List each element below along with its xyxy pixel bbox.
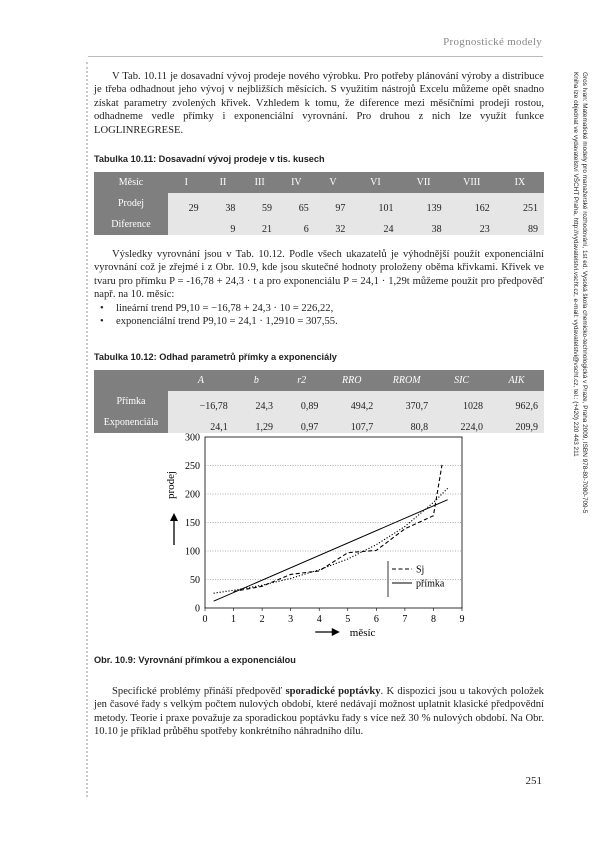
x-tick-label: 8: [430, 614, 436, 625]
table-cell: 97: [315, 193, 352, 214]
paragraph-3-rest: . K dispozici jsou u takových položek jen časové řady s velkým počtem nulových období, které nedávají možnost uplatnit klasické předpovědní metody. Teorie i praxe považuje za sporadickou poptávku řady s více než 30 % nulových období. Na Obr. 10.10 je příklad průběhu spotřeby konkrétního náhradního dílu.: [94, 686, 544, 738]
running-header: Prognostické modely: [443, 36, 542, 48]
table-cell: 107,7: [324, 412, 379, 433]
paragraph-2: [94, 248, 544, 328]
y-axis-label: prodej: [165, 470, 177, 500]
table-cell: 139: [400, 193, 448, 214]
table-cell: 0,97: [279, 412, 324, 433]
table-cell: 24: [351, 214, 399, 235]
y-tick-label: 200: [185, 489, 200, 501]
figure-caption: Obr. 10.9: Vyrovnání přímkou a exponenciálou: [94, 655, 296, 665]
y-tick-label: 50: [190, 575, 200, 586]
table-cell: 251: [496, 193, 544, 214]
term-sporadic-demand: sporadické poptávky: [285, 686, 381, 697]
header-rule: [88, 56, 543, 57]
table-cell: 38: [400, 214, 448, 235]
table-row: [94, 193, 544, 214]
table-2-header-cell: SIC: [434, 370, 489, 391]
table-1-header-cell: V: [315, 172, 352, 193]
table-cell: 59: [241, 193, 278, 214]
legend-label: Sj: [416, 564, 425, 576]
list-item: • exponenciální trend P9,10 = 24,1 · 1,2910 = 307,55.: [94, 315, 544, 328]
table-1-header-cell: IV: [278, 172, 315, 193]
table-cell: [168, 214, 205, 235]
y-tick-label: 100: [185, 546, 200, 558]
table-1-header-cell: III: [241, 172, 278, 193]
table-1-row-label: Prodej: [94, 193, 168, 214]
table-1-header-row: [94, 172, 544, 193]
y-tick-label: 250: [185, 461, 200, 472]
table-cell: 162: [448, 193, 496, 214]
table-1-header-cell: II: [205, 172, 242, 193]
table-cell: 962,6: [489, 391, 544, 412]
paragraph-1-text: V Tab. 10.11 je dosavadní vývoj prodeje nového výrobku. Pro potřeby plánování výroby a distribuce je třeba odhadnout jeho vývoj v nejbližších měsících. S využitím nástrojů Excelu můžeme opět snadno získat parametry zvolených křivek. Vzhledem k tomu, že diference mezi měsíčními prodeji rostou, odhadneme vedle přímky i exponenciální vyrovnání. Pro druhou z nich lze využít funkce LOGLINREGRESE.: [94, 71, 544, 136]
x-tick-label: 9: [459, 614, 465, 625]
series-line-přímka: [214, 500, 448, 602]
table-2-header-cell: [94, 370, 168, 391]
paragraph-2-text: Výsledky vyrovnání jsou v Tab. 10.12. Podle všech ukazatelů je výhodnější použít exponenciální vyrovnání což je zřejmé i z Obr. 10.9, kde jsou skutečné hodnoty proloženy oběma křivkami. Křivek ve tvaru pro přímku P = -16,78 + 24,3 · t a pro exponenciálu P = 24,1 · 1,29t můžeme použít pro předpověď např. na 10. měsíc:: [94, 249, 544, 301]
table-cell: 224,0: [434, 412, 489, 433]
paragraph-1: [94, 70, 544, 137]
x-axis-arrowhead: [332, 628, 340, 636]
table-cell: 370,7: [379, 391, 434, 412]
table-cell: 21: [241, 214, 278, 235]
sidebar-line-2: Kniha lze objednat ve vydavatelství VŠCHT Praha, http://vydavatelstvi.vscht.cz, e-mail: vydavatelstvi@vscht.cz, tel.: (+420) 220 443 211: [572, 72, 579, 457]
table-1-header-cell: VII: [400, 172, 448, 193]
table-2-header-cell: AIK: [489, 370, 544, 391]
x-tick-label: 4: [316, 614, 322, 625]
table-1-header-cell: Měsíc: [94, 172, 168, 193]
table-cell: 38: [205, 193, 242, 214]
table-1-caption: Tabulka 10.11: Dosavadní vývoj prodeje v tis. kusech: [94, 154, 325, 164]
vertical-sidebar-note: [563, 72, 593, 612]
table-cell: 1,29: [234, 412, 279, 433]
y-axis-arrowhead: [170, 513, 178, 521]
table-2-header-row: [94, 370, 544, 391]
table-cell: 0,89: [279, 391, 324, 412]
table-cell: 209,9: [489, 412, 544, 433]
paragraph-3: [94, 685, 544, 739]
chart-legend: [388, 561, 445, 597]
y-tick-label: 0: [195, 603, 200, 615]
table-cell: 89: [496, 214, 544, 235]
x-tick-label: 7: [402, 614, 408, 625]
table-cell: 80,8: [379, 412, 434, 433]
table-cell: 494,2: [324, 391, 379, 412]
x-tick-label: 1: [231, 614, 237, 625]
y-tick-label: 150: [185, 518, 200, 529]
margin-dotted-line: [86, 62, 88, 797]
table-parameter-estimates: [94, 370, 544, 433]
table-2-header-cell: RROM: [379, 370, 434, 391]
x-tick-label: 6: [373, 614, 379, 625]
page-number: 251: [525, 775, 542, 787]
table-1-row-label: Diference: [94, 214, 168, 235]
table-1-header-cell: VIII: [448, 172, 496, 193]
table-2-header-cell: A: [168, 370, 234, 391]
table-cell: 9: [205, 214, 242, 235]
forecast-list: [94, 302, 544, 329]
x-tick-label: 0: [202, 614, 208, 625]
table-1-header-cell: IX: [496, 172, 544, 193]
table-1-header-cell: VI: [351, 172, 399, 193]
table-2-header-cell: r2: [279, 370, 324, 391]
x-tick-label: 3: [288, 614, 294, 625]
table-cell: 101: [351, 193, 399, 214]
table-cell: 6: [278, 214, 315, 235]
table-cell: 24,3: [234, 391, 279, 412]
table-2-caption: Tabulka 10.12: Odhad parametrů přímky a exponenciály: [94, 352, 337, 362]
chart-ticks: [170, 433, 465, 637]
table-2-header-cell: b: [234, 370, 279, 391]
table-2-row-label: Přímka: [94, 391, 168, 412]
series-line-dotted: [214, 488, 448, 593]
table-row: [94, 214, 544, 235]
table-1-header-cell: I: [168, 172, 205, 193]
table-2-header-cell: RRO: [324, 370, 379, 391]
table-row: [94, 391, 544, 412]
table-cell: −16,78: [168, 391, 234, 412]
chart-series-layer: [214, 465, 448, 601]
paragraph-3-lead: Specifické problémy přináší předpověď: [112, 686, 286, 697]
table-cell: 1028: [434, 391, 489, 412]
series-line-Sj: [234, 465, 442, 592]
table-cell: 23: [448, 214, 496, 235]
table-cell: 24,1: [168, 412, 234, 433]
sidebar-line-1: Gros Ivan: Matematické modely pro manažerské rozhodování, 1st ed. Vysoká škola chemicko-technologická v Praze, Praha 2009, ISBN 978-80-7080-709-5: [581, 72, 588, 514]
table-sales-development: [94, 172, 544, 235]
x-tick-label: 2: [259, 614, 265, 625]
table-cell: 32: [315, 214, 352, 235]
list-item: • lineární trend P9,10 = −16,78 + 24,3 · 10 = 226,22,: [94, 302, 544, 315]
legend-label: přímka: [416, 578, 445, 590]
paragraph-3-text: [94, 685, 544, 739]
x-axis-label: měsíc: [349, 627, 376, 639]
table-cell: 29: [168, 193, 205, 214]
chart-trend-fit: [160, 425, 480, 640]
table-2-row-label: Exponenciála: [94, 412, 168, 433]
x-tick-label: 5: [345, 614, 351, 625]
table-cell: 65: [278, 193, 315, 214]
y-tick-label: 300: [185, 432, 200, 444]
